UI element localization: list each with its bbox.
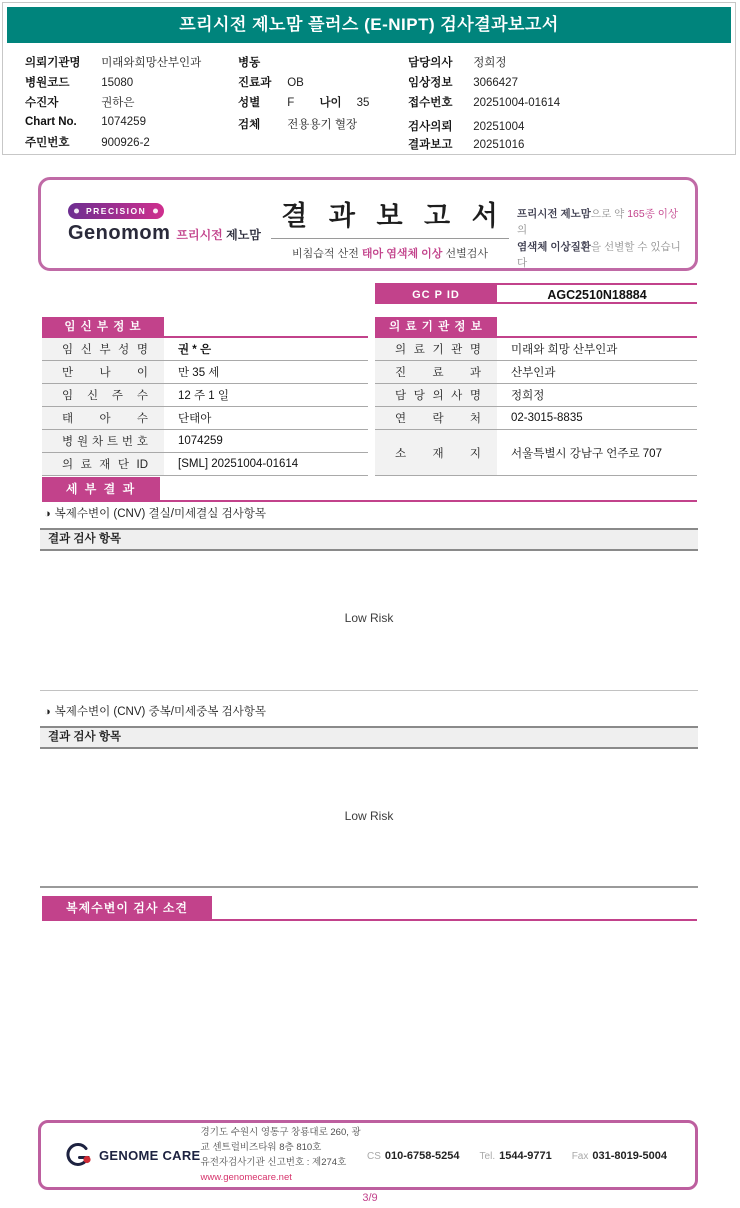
row-value: [SML] 20251004-01614 [178, 458, 299, 470]
field-value: 정희정 [473, 57, 507, 69]
field-label: 의뢰기관명 [25, 57, 81, 69]
field-value: 20251004-01614 [473, 97, 561, 109]
table-row [375, 384, 697, 407]
field-label: 검체 [238, 119, 261, 131]
cnv-duplication-column-header: 결과 검사 항목 [40, 726, 698, 749]
half-circle-icon: ◑ [44, 508, 51, 520]
clinic-info-title: 의 료 기 관 정 보 [375, 317, 497, 338]
field-value: 권하은 [101, 97, 135, 109]
field-clinical-info [408, 74, 518, 90]
field-sex-age [238, 94, 369, 110]
field-label: 접수번호 [408, 97, 453, 109]
field-specimen [238, 116, 357, 132]
report-title-block [263, 180, 517, 268]
row-label: 진 료 과 [395, 367, 481, 379]
field-label: 병원코드 [25, 77, 70, 89]
footer-contacts [367, 1146, 667, 1164]
report-subtitle: 비침습적 산전 태아 염색체 이상 선별검사 [292, 248, 488, 260]
contact-fax: Fax 031-8019-5004 [571, 1150, 667, 1162]
table-row [42, 453, 368, 476]
report-main-title: 프리시전 제노맘 플러스 (E-NIPT) 검사결과보고서 [7, 7, 731, 43]
footer-website-link[interactable]: www.genomecare.net [200, 1172, 292, 1184]
row-label: 의 료 기 관 명 [395, 344, 481, 356]
field-label: 검사의뢰 [408, 121, 453, 133]
pregnant-info-table [42, 317, 368, 476]
genomom-logo [41, 180, 263, 268]
field-department [238, 74, 304, 90]
brand-name [68, 222, 263, 245]
field-attending-doctor [408, 54, 507, 70]
row-label: 병 원 차 트 번 호 [62, 436, 148, 448]
field-value: OB [287, 77, 304, 89]
row-value: 산부인과 [511, 367, 556, 379]
field-value: F [287, 97, 295, 109]
cnv-opinion-title: 복제수변이 검사 소견 [42, 896, 212, 919]
row-label: 소 재 지 [395, 447, 481, 460]
field-label: 담당의사 [408, 57, 453, 69]
row-value: 02-3015-8835 [511, 412, 583, 424]
cnv-opinion-header [42, 896, 697, 921]
table-row [375, 338, 697, 361]
brand-genomom: Genomom [68, 222, 171, 244]
field-label: 주민번호 [25, 137, 70, 149]
screening-note: 프리시전 제노맘으로 약 165종 이상의 염색체 이상질환을 선별할 수 있습니다 [517, 208, 681, 269]
field-receipt-no [408, 94, 560, 110]
row-label: 의 료 재 단 ID [62, 459, 148, 471]
page-number: 3/9 [362, 1192, 378, 1204]
field-hospital-code [25, 74, 133, 90]
cnv-deletion-result: Low Risk [344, 611, 394, 625]
field-value: 전용용기 혈장 [287, 119, 358, 131]
precision-badge: PRECISION [68, 203, 164, 219]
row-value: 단태아 [178, 413, 212, 425]
clinic-info-table [375, 317, 697, 476]
table-row [42, 338, 368, 361]
table-row [375, 430, 697, 476]
field-label: 병동 [238, 57, 261, 69]
field-value: 900926-2 [101, 137, 150, 149]
pregnant-info-header [42, 317, 368, 338]
report-title: 결 과 보 고 서 [271, 194, 508, 239]
table-row [42, 407, 368, 430]
field-label: 진료과 [238, 77, 272, 89]
genome-care-mark-icon [65, 1142, 92, 1169]
field-value: 미래와희망산부인과 [101, 57, 202, 69]
contact-tel: Tel. 1544-9771 [479, 1150, 552, 1162]
contact-cs: CS 010-6758-5254 [367, 1150, 460, 1162]
cnv-deletion-heading: ◑ 복제수변이 (CNV) 결실/미세결실 검사항목 [44, 508, 267, 520]
half-circle-icon: ◑ [44, 706, 51, 718]
footer-address-line2: 유전자검사기관 신고번호 : 제274호 [200, 1157, 347, 1168]
field-result-report-date [408, 136, 524, 152]
table-row [42, 361, 368, 384]
row-value: 미래와 희망 산부인과 [511, 344, 618, 356]
gcpid-value: AGC2510N18884 [547, 288, 647, 302]
cnv-duplication-heading: ◑ 복제수변이 (CNV) 중복/미세중복 검사항목 [44, 706, 267, 718]
field-label: 수진자 [25, 97, 59, 109]
table-row [42, 384, 368, 407]
field-label: Chart No. [25, 116, 77, 128]
footer-address [201, 1125, 367, 1186]
row-label: 임 신 주 수 [62, 390, 148, 402]
detail-results-title: 세 부 결 과 [42, 477, 160, 500]
table-row [375, 361, 697, 384]
clinic-info-header [375, 317, 697, 338]
field-patient-name [25, 94, 135, 110]
report-title-box [38, 177, 698, 271]
row-value: 12 주 1 일 [178, 390, 229, 402]
field-value: 20251016 [473, 139, 525, 151]
cnv-duplication-result: Low Risk [344, 809, 394, 823]
field-value-age: 35 [356, 97, 370, 109]
footer [38, 1120, 698, 1190]
brand-kr-genomom: 제노맘 [226, 228, 261, 242]
table-row [375, 407, 697, 430]
section-divider [40, 690, 698, 691]
field-value: 15080 [101, 77, 134, 89]
row-value: 정희정 [511, 390, 545, 402]
row-label: 연 락 처 [395, 413, 481, 425]
row-value: 서울특별시 강남구 언주로 707 [511, 447, 662, 460]
row-value: 만 35 세 [178, 367, 220, 379]
genome-care-logo [65, 1142, 201, 1169]
pregnant-info-title: 임 신 부 정 보 [42, 317, 164, 338]
footer-address-line1: 경기도 수원시 영통구 창룡대로 260, 광교 센트럴비즈타워 8층 810호 [200, 1126, 361, 1153]
field-label: 임상정보 [408, 77, 453, 89]
cnv-deletion-column-header: 결과 검사 항목 [40, 528, 698, 551]
field-ward [238, 54, 284, 70]
row-value: 1074259 [178, 435, 223, 447]
gcpid-row [375, 283, 697, 304]
field-value: 20251004 [473, 121, 525, 133]
genome-care-wordmark: GENOME CARE [99, 1147, 201, 1163]
row-value: 권 * 은 [178, 344, 212, 356]
row-label: 만 나 이 [62, 367, 148, 379]
section-divider [40, 886, 698, 888]
row-label: 태 아 수 [62, 413, 148, 425]
field-label: 성별 [238, 97, 261, 109]
table-row [42, 430, 368, 453]
field-requesting-institution [25, 54, 201, 70]
patient-header-section [2, 2, 736, 155]
field-label-age: 나이 [319, 97, 342, 109]
field-label: 결과보고 [408, 139, 453, 151]
field-value: 3066427 [473, 77, 518, 89]
field-resident-no [25, 134, 150, 150]
brand-kr-precision: 프리시전 [176, 228, 223, 242]
row-label: 담 당 의 사 명 [395, 390, 481, 402]
gcpid-label: GC P ID [375, 285, 497, 302]
field-chart-no [25, 116, 146, 128]
field-value: 1074259 [101, 116, 146, 128]
detail-results-header [42, 477, 697, 502]
field-test-request-date [408, 118, 524, 134]
row-label: 임 신 부 성 명 [62, 344, 148, 356]
